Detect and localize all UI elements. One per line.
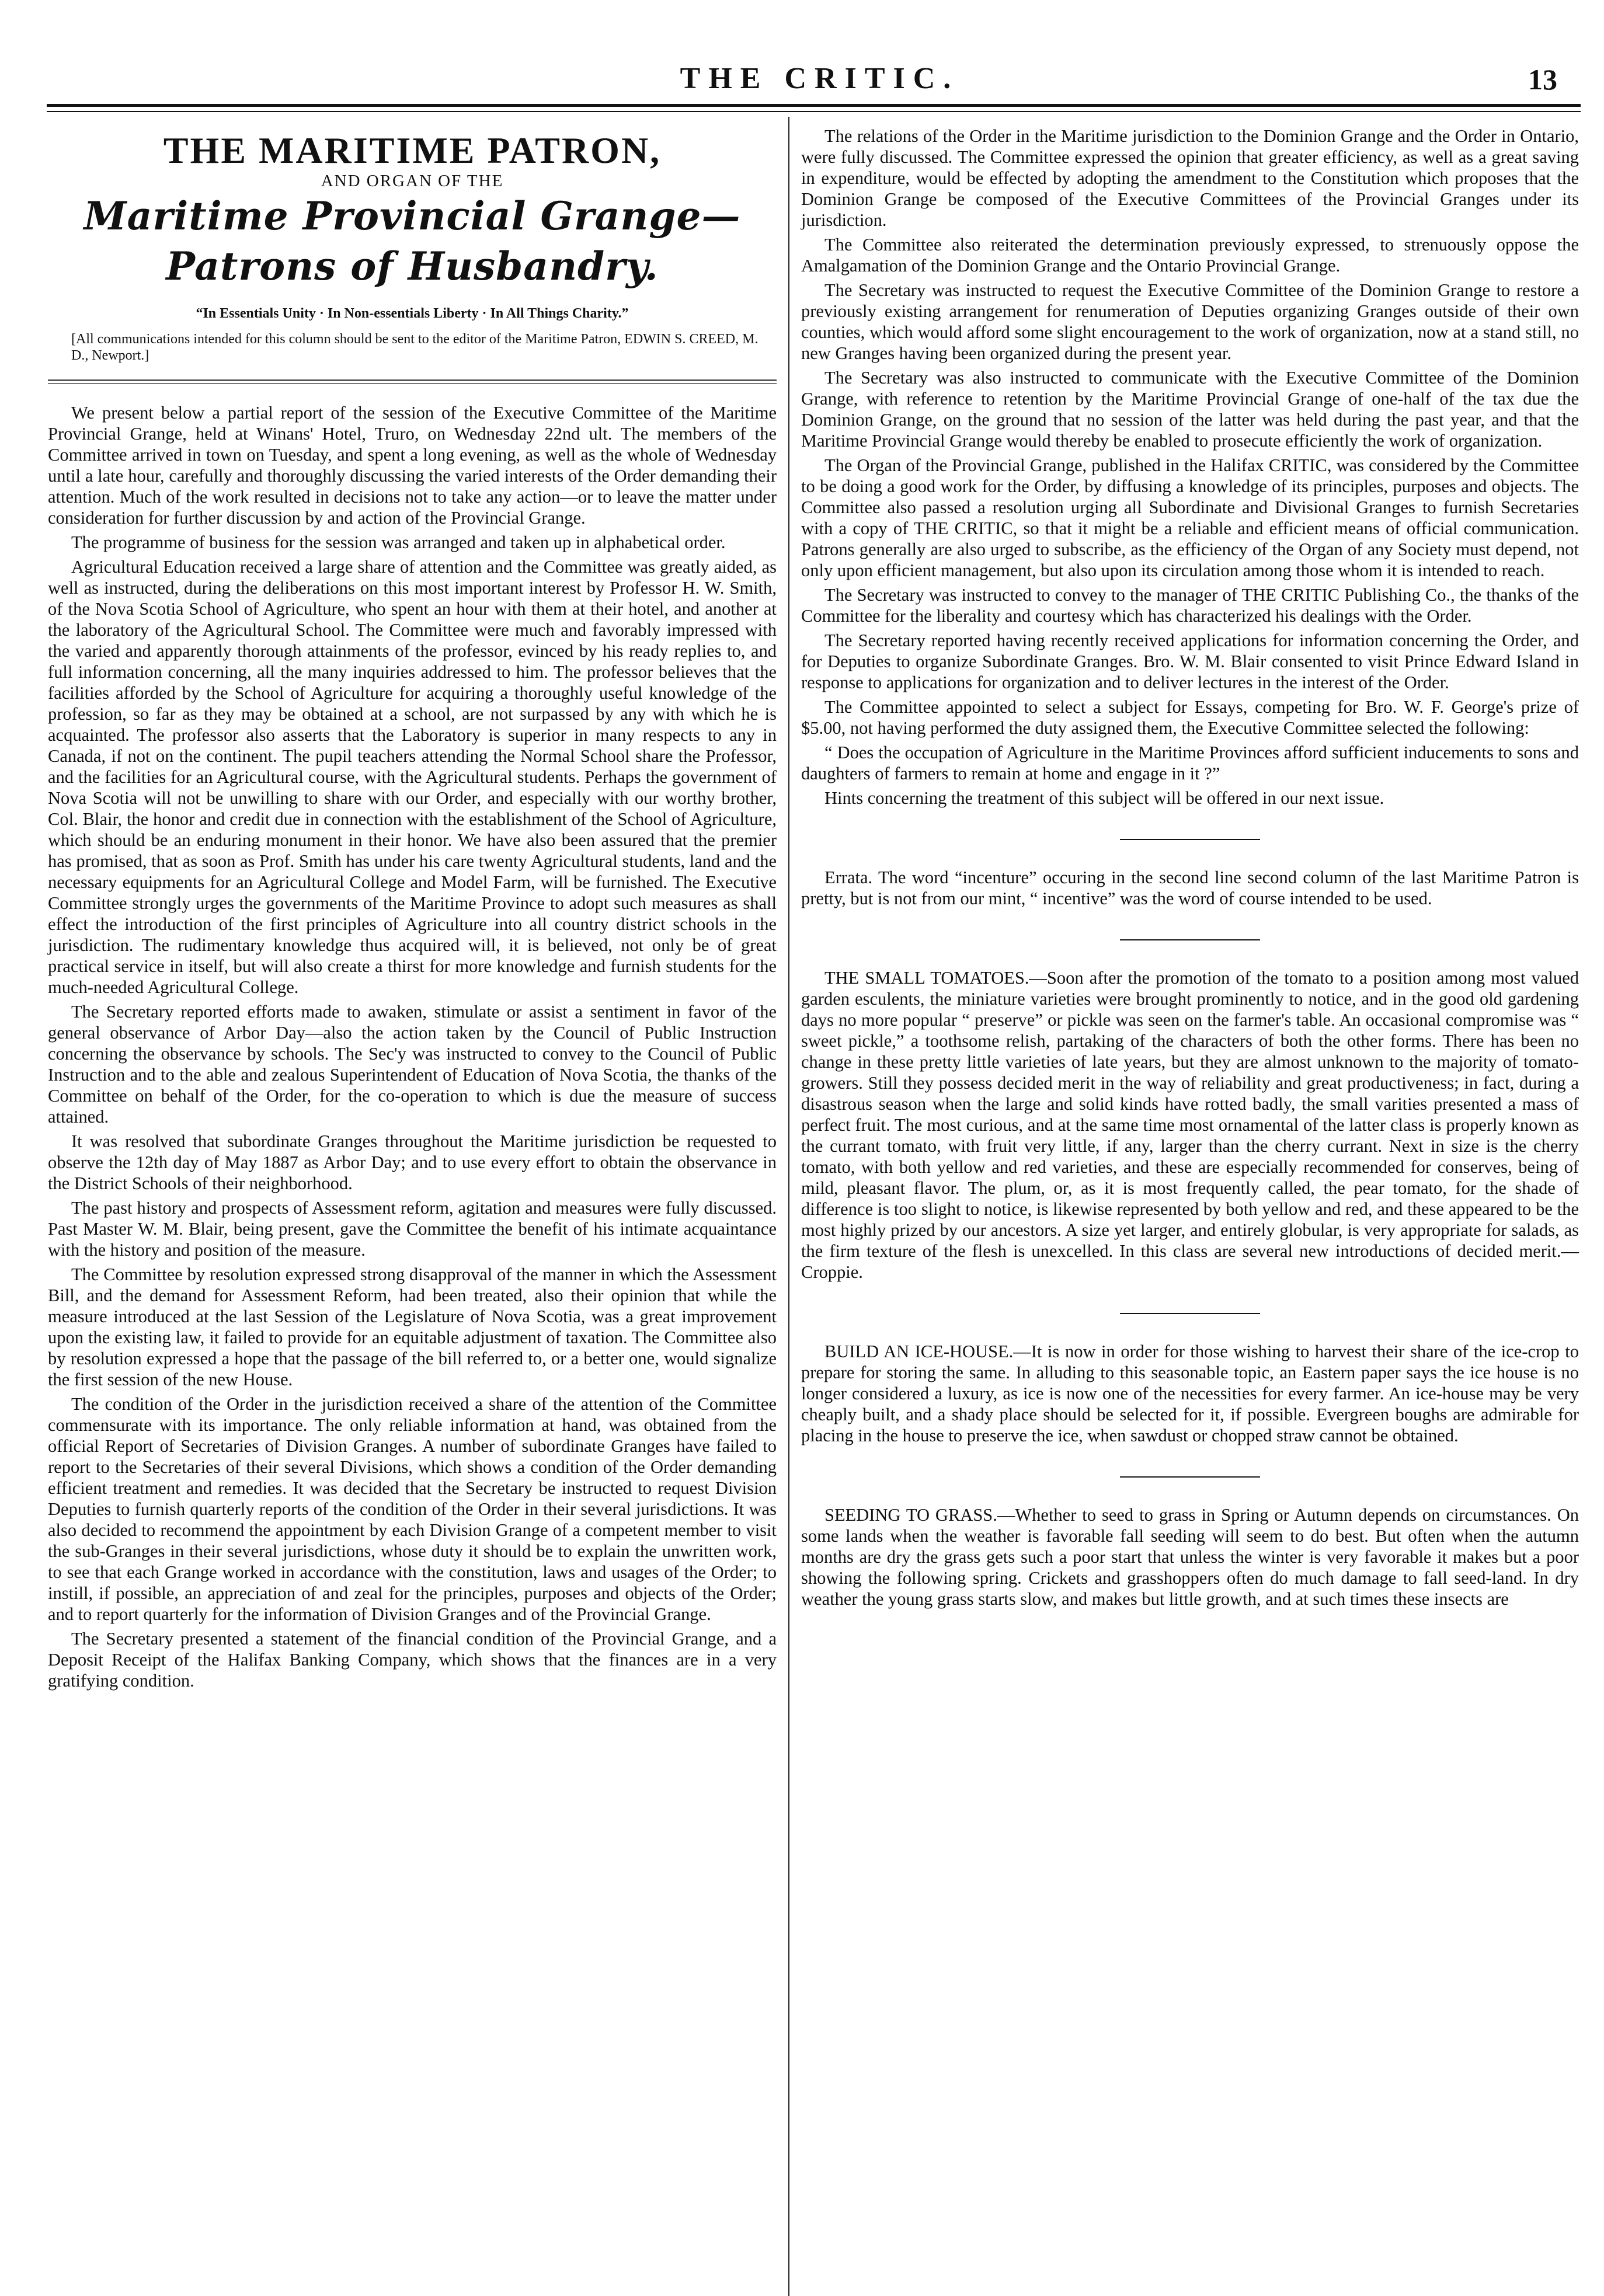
article-paragraph: The Secretary reported efforts made to awaken, stimulate or assist a sentiment in favor of the general observance of Arbor Day—also the action taken by the Council of Public Instruction concerning the observance by schools. The Sec'y was instructed to convey to the Council of Public Instruction and to the able and zealous Superintendent of Education of Nova Scotia, the thanks of the Committee on behalf of the Order, for the co-operation to which is due the measure of success attained. (48, 1002, 777, 1127)
article-paragraph: The Committee also reiterated the determination previously expressed, to strenuously oppose the Amalgamation of the Dominion Grange and the Ontario Provincial Grange. (801, 235, 1579, 276)
section-rule (1120, 1476, 1260, 1478)
section-rule (1120, 939, 1260, 940)
article-paragraph: Hints concerning the treatment of this subject will be offered in our next issue. (824, 788, 1384, 808)
page-number: 13 (1528, 63, 1557, 96)
masthead-title: THE MARITIME PATRON, (163, 130, 662, 171)
header-rule (47, 104, 1581, 107)
masthead-motto: “In Essentials Unity · In Non-essentials Liberty · In All Things Charity.” (196, 306, 629, 321)
article-paragraph: The Organ of the Provincial Grange, published in the Halifax CRITIC, was considered by the Committee to be doing a good work for the Order, by diffusing a knowledge of its principles, purposes and objects. The Committee also passed a resolution urging all Subordinate and Divisional Granges to furnish Secretaries with a copy of THE CRITIC, so that it might be a reliable and efficient means of official communication. Patrons generally are also urged to subscribe, as the efficiency of the Organ of any Society must depend, not only upon efficient management, but also upon its circulation among those whom it is intended to reach. (801, 455, 1579, 580)
masthead-subtitle: AND ORGAN OF THE (321, 172, 504, 190)
masthead (48, 130, 777, 384)
publication-title: THE CRITIC. (680, 62, 959, 95)
editor-note: [All communications intended for this column should be sent to the editor of the Maritime Patron, EDWIN S. CREED, M. D., Newport.] (71, 332, 758, 363)
article-paragraph: The Secretary was also instructed to communicate with the Executive Committee of the Dominion Grange, with reference to retention by the Maritime Provincial Grange of one-half of the tax due the Dominion Grange, on the ground that no session of the latter was held during the past year, and that the Maritime Provincial Grange would thereby be enabled to prosecute efficiently the work of organization. (801, 368, 1579, 451)
seeding-grass-article: SEEDING TO GRASS.—Whether to seed to grass in Spring or Autumn depends on circumstances. On some lands when the weather is favorable fall seeding will seem to do best. But often when the autumn months are dry the grass gets such a poor start that unless the winter is very favorable it makes but a poor showing the following spring. Crickets and grasshoppers often do much damage to fall seed-land. In dry weather the young grass starts slow, and makes but little growth, and at such times these insects are (801, 1505, 1579, 1609)
article-paragraph: It was resolved that subordinate Granges throughout the Maritime jurisdiction be requested to observe the 12th day of May 1887 as Arbor Day; and to use every effort to obtain the observance in the District Schools of their neighborhood. (48, 1131, 777, 1193)
article-paragraph: The past history and prospects of Assessment reform, agitation and measures were fully discussed. Past Master W. M. Blair, being present, gave the Committee the benefit of his intimate acquaintance with the history and position of the measure. (48, 1198, 777, 1260)
article-paragraph: The Committee by resolution expressed strong disapproval of the manner in which the Assessment Bill, and the demand for Assessment Reform, had been treated, also their opinion that while the measure introduced at the last Session of the Legislature of Nova Scotia, was a great improvement upon the existing law, it failed to provide for an equitable adjustment of taxation. The Committee also by resolution expressed a hope that the passage of the bill referred to, or a better one, would signalize the first session of the new House. (48, 1264, 777, 1389)
header-rule-thin (47, 111, 1581, 112)
article-paragraph: The Secretary was instructed to convey to the manager of THE CRITIC Publishing Co., the thanks of the Committee for the liberality and courtesy which has characterized his dealings with the Order. (801, 585, 1579, 626)
ice-house-article: BUILD AN ICE-HOUSE.—It is now in order for those wishing to harvest their share of the ice-crop to prepare for storing the same. In alluding to this seasonable topic, an Eastern paper says the ice house is no longer considered a luxury, as ice is now one of the necessities for every farmer. An ice-house may be very cheaply built, and a shady place should be selected for it, if possible. Evergreen boughs are admirable for placing in the house to preserve the ice, when sawdust or chopped straw cannot be obtained. (801, 1342, 1579, 1445)
article-paragraph: The Secretary was instructed to request the Executive Committee of the Dominion Grange to restore a previously existing arrangement for renumeration of Deputies organizing Granges outside of their own counties, which would afford some slight encouragement to the work of organization, now at a stand still, no new Granges having been organized during the present year. (801, 280, 1579, 363)
section-rule (1120, 839, 1260, 840)
errata-note: Errata. The word “incenture” occuring in the second line second column of the last Maritime Patron is pretty, but is not from our mint, “ incentive” was the word of course intended to be used. (801, 867, 1579, 908)
article-paragraph: Agricultural Education received a large share of attention and the Committee was greatly aided, as well as instructed, during the deliberations on this most important interest by Professor H. W. Smith, of the Nova Scotia School of Agriculture, who spent an hour with them at their hotel, and another at the laboratory of the Agricultural School. The Committee were much and favorably impressed with the varied and apparently thorough attainments of the professor, evinced by his ready replies to, and full information concerning, all the many inquiries addressed to him. The professor believes that the facilities afforded by the School of Agriculture for acquiring a thoroughly useful knowledge of the profession, so far as they may be obtained at a school, are not surpassed by any with which he is acquainted. The professor also asserts that the Laboratory is superior in many respects to any in Canada, if not on the continent. The pupil teachers attending the Normal School share the Professor, and the facilities for an Agricultural course, with the Agricultural students. Perhaps the government of Nova Scotia will not be unwilling to share with our Order, and especially with our worthy brother, Col. Blair, the honor and credit due in connection with the establishment of the School of Agriculture, which should be an enduring monument in their honor. We have also been assured that the premier has promised, that as soon as Prof. Smith has under his care twenty Agricultural students, land and the necessary equipments for an Agricultural College and Model Farm, will be furnished. The Executive Committee strongly urges the governments of the Maritime Province to adopt such measures as shall effect the introduction of the first principles of Agriculture into all country district schools in the jurisdiction. The rudimentary knowledge thus acquired will, it is believed, not only be of great practical service in itself, but will also create a thirst for more knowledge and furnish students for the much-needed Agricultural College. (48, 557, 777, 997)
column-divider (788, 117, 789, 2296)
masthead-rule (48, 379, 777, 384)
masthead-organ: Maritime Provincial Grange—Patrons of Husbandry. (83, 193, 741, 289)
section-rule (1120, 1313, 1260, 1314)
essay-question: “ Does the occupation of Agriculture in the Maritime Provinces afford sufficient inducements to sons and daughters of farmers to remain at home and engage in it ?” (801, 743, 1579, 783)
right-column (801, 126, 1579, 1613)
article-paragraph: The condition of the Order in the jurisdiction received a share of the attention of the Committee commensurate with its importance. The only reliable information at hand, was obtained from the official Report of Secretaries of Division Granges. A number of subordinate Granges have failed to report to the Secretaries of their several Divisions, which shows a condition of the Order demanding efficient treatment and remedies. It was decided that the Secretary be instructed to request Division Deputies to furnish quarterly reports of the condition of the Order in their several jurisdictions. It was also decided to recommend the appointment by each Division Grange of a competent member to visit the sub-Granges in their several jurisdictions, whose duty it should be to explain the unwritten work, to see that each Grange worked in accordance with the constitution, laws and usages of the Order; to instill, if possible, an appreciation of and zeal for the principles, purposes and objects of the Order; and to report quarterly for the information of Division Granges and of the Provincial Grange. (48, 1394, 777, 1624)
article-paragraph: The relations of the Order in the Maritime jurisdiction to the Dominion Grange and the Order in Ontario, were fully discussed. The Committee expressed the opinion that greater efficiency, as well as a great saving in expenditure, would be effected by adopting the amendment to the Constitution which proposes that the Dominion Grange be composed of the Executive Committees of the Provincial Granges under its jurisdiction. (801, 126, 1579, 230)
article-paragraph: The Secretary presented a statement of the financial condition of the Provincial Grange, and a Deposit Receipt of the Halifax Banking Company, which shows that the finances are in a very gratifying condition. (48, 1629, 777, 1691)
small-tomatoes-article: THE SMALL TOMATOES.—Soon after the promotion of the tomato to a position among most valued garden esculents, the miniature varieties were brought prominently to notice, and in the good old gardening days no more popular “ preserve” or pickle was seen on the farmer's table. An occasional compromise was “ sweet pickle,” a toothsome relish, partaking of the characters of both the other forms. There has been no change in these pretty little varieties of late years, but they are almost unknown to the majority of tomato-growers. Still they possess decided merit in the way of reliability and great productiveness; in fact, during a disastrous season when the large and solid kinds have rotted badly, the small varities presented a mass of perfect fruit. The most curious, and at the same time most ornamental of the latter class is properly known as the currant tomato, with fruit very little, if any, larger than the cherry currant. Next in size is the cherry tomato, with both yellow and red varieties, and these are especially recommended for conserves, being of mild, pleasant flavor. The plum, or, as it is most frequently called, the pear tomato, for the shade of difference is too slight to notice, is likewise represented by both yellow and red, and these appeared to be the most highly prized by our ancestors. A size yet larger, and entirely globular, is very appropriate for salads, as the firm texture of the flesh is unexcelled. In this class are several new introductions of decided merit.—Croppie. (801, 968, 1579, 1282)
left-column (48, 126, 777, 1695)
running-head (70, 61, 1569, 102)
article-paragraph: The Secretary reported having recently received applications for information concerning the Order, and for Deputies to organize Subordinate Granges. Bro. W. M. Blair consented to visit Prince Edward Island in response to applications for organization and to deliver lectures in the interest of the Order. (801, 630, 1579, 692)
article-paragraph: The Committee appointed to select a subject for Essays, competing for Bro. W. F. George's prize of $5.00, not having performed the duty assigned them, the Executive Committee selected the following: (801, 697, 1579, 738)
article-paragraph: The programme of business for the session was arranged and taken up in alphabetical order. (71, 532, 726, 552)
article-paragraph: We present below a partial report of the session of the Executive Committee of the Maritime Provincial Grange, held at Winans' Hotel, Truro, on Wednesday 22nd ult. The members of the Committee arrived in town on Tuesday, and spent a long evening, as well as the whole of Wednesday until a late hour, carefully and thoroughly discussing the varied interests of the Order demanding their attention. Much of the work resulted in decisions not to take any action—or to leave the matter under consideration for further discussion by and action of the Provincial Grange. (48, 403, 777, 528)
